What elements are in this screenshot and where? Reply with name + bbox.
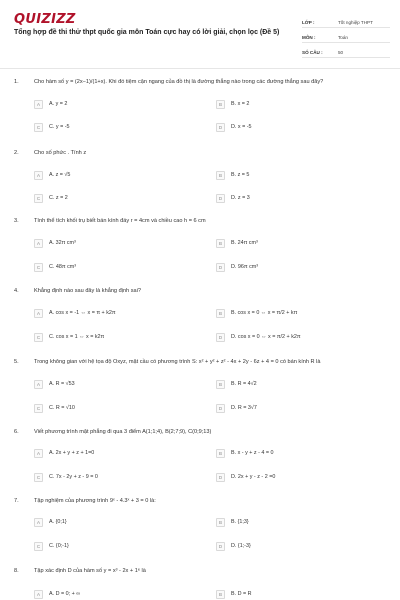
option-b[interactable] bbox=[216, 98, 386, 110]
question-text: Khẳng định nào sau đây là khẳng định sai? bbox=[34, 288, 141, 294]
option-a[interactable] bbox=[34, 307, 204, 319]
option-letter: A bbox=[34, 590, 43, 599]
option-letter: C bbox=[34, 263, 43, 272]
question-number: 5. bbox=[14, 359, 19, 365]
option-b[interactable] bbox=[216, 237, 386, 249]
option-a[interactable] bbox=[34, 588, 204, 600]
question-text: Cho hàm số y = (2x−1)/(1+x). Khi đó tiệm cận ngang của đồ thị là đường thẳng nào trong các đường thẳng sau đây? bbox=[34, 79, 324, 85]
option-text: A. z = √5 bbox=[49, 172, 71, 178]
option-letter: C bbox=[34, 404, 43, 413]
option-letter: D bbox=[216, 263, 225, 272]
option-text: B. x = 2 bbox=[231, 101, 250, 107]
question-number: 1. bbox=[14, 79, 19, 85]
option-letter: C bbox=[34, 333, 43, 342]
question-text: Cho số phức . Tính z bbox=[34, 150, 87, 156]
option-text: A. 2x + y + z + 1=0 bbox=[49, 450, 95, 456]
option-letter: A bbox=[34, 518, 43, 527]
meta-value: Tốt nghiệp THPT bbox=[338, 20, 373, 25]
option-letter: A bbox=[34, 380, 43, 389]
option-letter: C bbox=[34, 473, 43, 482]
option-text: C. cos x = 1 ⇔ x = k2π bbox=[49, 334, 105, 340]
option-text: A. 32π cm³ bbox=[49, 240, 76, 246]
option-text: B. 24π cm³ bbox=[231, 240, 258, 246]
question-text: Tập xác định D của hàm số y = x³ - 2x + 1ᵉ là bbox=[34, 568, 146, 574]
option-text: B. cos x = 0 ⇔ x = π/2 + kπ bbox=[231, 310, 298, 316]
document-header bbox=[0, 0, 400, 62]
option-letter: B bbox=[216, 100, 225, 109]
option-b[interactable] bbox=[216, 588, 386, 600]
option-d[interactable] bbox=[216, 402, 386, 414]
meta-row-class bbox=[302, 13, 390, 28]
option-text: B. x - y + z - 4 = 0 bbox=[231, 450, 274, 456]
option-a[interactable] bbox=[34, 169, 204, 181]
question-number: 7. bbox=[14, 498, 19, 504]
option-d[interactable] bbox=[216, 540, 386, 552]
option-a[interactable] bbox=[34, 98, 204, 110]
option-a[interactable] bbox=[34, 447, 204, 459]
option-text: D. x = -5 bbox=[231, 124, 252, 130]
option-letter: A bbox=[34, 449, 43, 458]
question-text: Viết phương trình mặt phẳng đi qua 3 điểm A(1;1;4), B(2;7;9), C(0;9;13) bbox=[34, 429, 212, 435]
question-number: 8. bbox=[14, 568, 19, 574]
page-title: Tổng hợp đề thi thử thpt quốc gia môn Toán cực hay có lời giải, chọn lọc (Đề 5) bbox=[14, 29, 280, 36]
option-a[interactable] bbox=[34, 516, 204, 528]
option-c[interactable] bbox=[34, 331, 204, 343]
option-letter: D bbox=[216, 194, 225, 203]
option-text: A. R = √53 bbox=[49, 381, 75, 387]
option-letter: D bbox=[216, 473, 225, 482]
option-text: A. D = 0; + ∞ bbox=[49, 591, 81, 597]
option-text: D. R = 3√7 bbox=[231, 405, 257, 411]
option-letter: D bbox=[216, 404, 225, 413]
meta-key: LỚP : bbox=[302, 20, 315, 25]
option-b[interactable] bbox=[216, 307, 386, 319]
option-letter: B bbox=[216, 380, 225, 389]
option-letter: B bbox=[216, 309, 225, 318]
option-b[interactable] bbox=[216, 169, 386, 181]
option-text: D. cos x = 0 ⇔ x = π/2 + k2π bbox=[231, 334, 301, 340]
question-number: 6. bbox=[14, 429, 19, 435]
option-letter: C bbox=[34, 194, 43, 203]
question-number: 3. bbox=[14, 218, 19, 224]
option-c[interactable] bbox=[34, 471, 204, 483]
question-number: 2. bbox=[14, 150, 19, 156]
meta-value: 50 bbox=[338, 50, 344, 55]
option-text: D. 2x + y - z - 2 =0 bbox=[231, 474, 276, 480]
option-c[interactable] bbox=[34, 402, 204, 414]
meta-row-count bbox=[302, 43, 390, 58]
option-text: B. R = 4√2 bbox=[231, 381, 257, 387]
option-b[interactable] bbox=[216, 447, 386, 459]
question-number: 4. bbox=[14, 288, 19, 294]
option-text: C. 48π cm³ bbox=[49, 264, 77, 270]
option-text: A. {0;1} bbox=[49, 519, 67, 525]
option-letter: C bbox=[34, 123, 43, 132]
option-b[interactable] bbox=[216, 378, 386, 390]
option-b[interactable] bbox=[216, 516, 386, 528]
option-text: C. R = √10 bbox=[49, 405, 75, 411]
option-d[interactable] bbox=[216, 121, 386, 133]
option-text: B. {1;3} bbox=[231, 519, 249, 525]
option-text: C. 7x - 2y + z - 9 = 0 bbox=[49, 474, 98, 480]
option-c[interactable] bbox=[34, 192, 204, 204]
option-text: C. y = -5 bbox=[49, 124, 70, 130]
option-letter: B bbox=[216, 449, 225, 458]
option-letter: A bbox=[34, 239, 43, 248]
option-text: D. {1;-3} bbox=[231, 543, 251, 549]
option-letter: A bbox=[34, 100, 43, 109]
meta-value: Toán bbox=[338, 35, 348, 40]
option-text: D. z = 3 bbox=[231, 195, 250, 201]
option-a[interactable] bbox=[34, 378, 204, 390]
option-d[interactable] bbox=[216, 261, 386, 273]
option-letter: D bbox=[216, 333, 225, 342]
option-letter: A bbox=[34, 171, 43, 180]
option-letter: B bbox=[216, 239, 225, 248]
option-c[interactable] bbox=[34, 121, 204, 133]
question-text: Trong không gian với hệ tọa độ Oxyz, mặt cầu có phương trình S: x² + y² + z² - 4x + 2y - 6z + 4 = 0 có bán kính R là bbox=[34, 359, 321, 365]
option-text: B. z = 5 bbox=[231, 172, 250, 178]
option-letter: D bbox=[216, 123, 225, 132]
option-letter: B bbox=[216, 590, 225, 599]
option-letter: C bbox=[34, 542, 43, 551]
option-text: C. z = 2 bbox=[49, 195, 68, 201]
meta-key: SỐ CÂU : bbox=[302, 50, 323, 55]
quizizz-logo: QUIZIZZ bbox=[14, 12, 76, 27]
option-text: C. {0;-1} bbox=[49, 543, 69, 549]
option-text: A. y = 2 bbox=[49, 101, 68, 107]
meta-row-subject bbox=[302, 28, 390, 43]
option-text: D. 96π cm³ bbox=[231, 264, 259, 270]
option-d[interactable] bbox=[216, 331, 386, 343]
meta-table bbox=[302, 13, 390, 58]
option-text: B. D = R bbox=[231, 591, 252, 597]
option-a[interactable] bbox=[34, 237, 204, 249]
option-letter: B bbox=[216, 171, 225, 180]
option-letter: A bbox=[34, 309, 43, 318]
header-divider bbox=[0, 68, 400, 69]
question-text: Tập nghiệm của phương trình 9ˣ - 4.3ˣ + 3 = 0 là: bbox=[34, 498, 156, 504]
meta-key: MÔN : bbox=[302, 35, 316, 40]
option-d[interactable] bbox=[216, 192, 386, 204]
option-letter: D bbox=[216, 542, 225, 551]
option-d[interactable] bbox=[216, 471, 386, 483]
question-text: Tính thể tích khối trụ biết bán kính đáy r = 4cm và chiều cao h = 6 cm bbox=[34, 218, 206, 224]
option-text: A. cos x = -1 ⇔ x = π + k2π bbox=[49, 310, 116, 316]
option-c[interactable] bbox=[34, 261, 204, 273]
option-letter: B bbox=[216, 518, 225, 527]
option-c[interactable] bbox=[34, 540, 204, 552]
